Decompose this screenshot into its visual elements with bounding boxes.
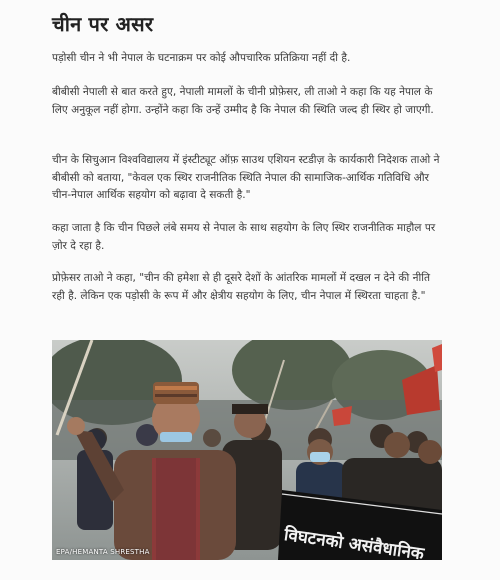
protest-banner-text: विघटनको असंवैधानिक — [282, 524, 426, 565]
paragraph: चीन के सिचुआन विश्वविद्यालय में इंस्टीट्यूट ऑफ़ साउथ एशियन स्टडीज़ के कार्यकारी निदेशक ताओ ने बीबीसी को बताया, "केवल एक स्थिर राजनीतिक स्थिति नेपाल की सामाजिक-आर्थिक गतिविधि और चीन-नेपाल आर्थिक सहयोग को बढ़ावा दे सकती है." — [52, 154, 440, 201]
paragraph: बीबीसी नेपाली से बात करते हुए, नेपाली मामलों के चीनी प्रोफ़ेसर, ली ताओ ने कहा कि यह नेपाल के लिए अनुकूल नहीं होगा. उन्होंने कहा कि उन्हें उम्मीद है कि नेपाल की स्थिति जल्द ही स्थिर हो जाएगी. — [52, 86, 434, 116]
protest-photo-illustration — [52, 340, 442, 560]
protest-photo — [52, 340, 442, 560]
section-heading: चीन पर असर — [52, 12, 154, 36]
photo-credit: EPA/HEMANTA SHRESTHA — [56, 548, 150, 556]
paragraph: प्रोफ़ेसर ताओ ने कहा, "चीन की हमेशा से ही दूसरे देशों के आंतरिक मामलों में दखल न देने की नीति रही है. लेकिन एक पड़ोसी के रूप में और क्षेत्रीय सहयोग के लिए, चीन नेपाल में स्थिरता चाहता है." — [52, 272, 431, 302]
paragraph: कहा जाता है कि चीन पिछले लंबे समय से नेपाल के साथ सहयोग के लिए स्थिर राजनीतिक माहौल पर ज़ोर दे रहा है. — [52, 222, 436, 252]
paragraph: पड़ोसी चीन ने भी नेपाल के घटनाक्रम पर कोई औपचारिक प्रतिक्रिया नहीं दी है. — [52, 52, 351, 64]
